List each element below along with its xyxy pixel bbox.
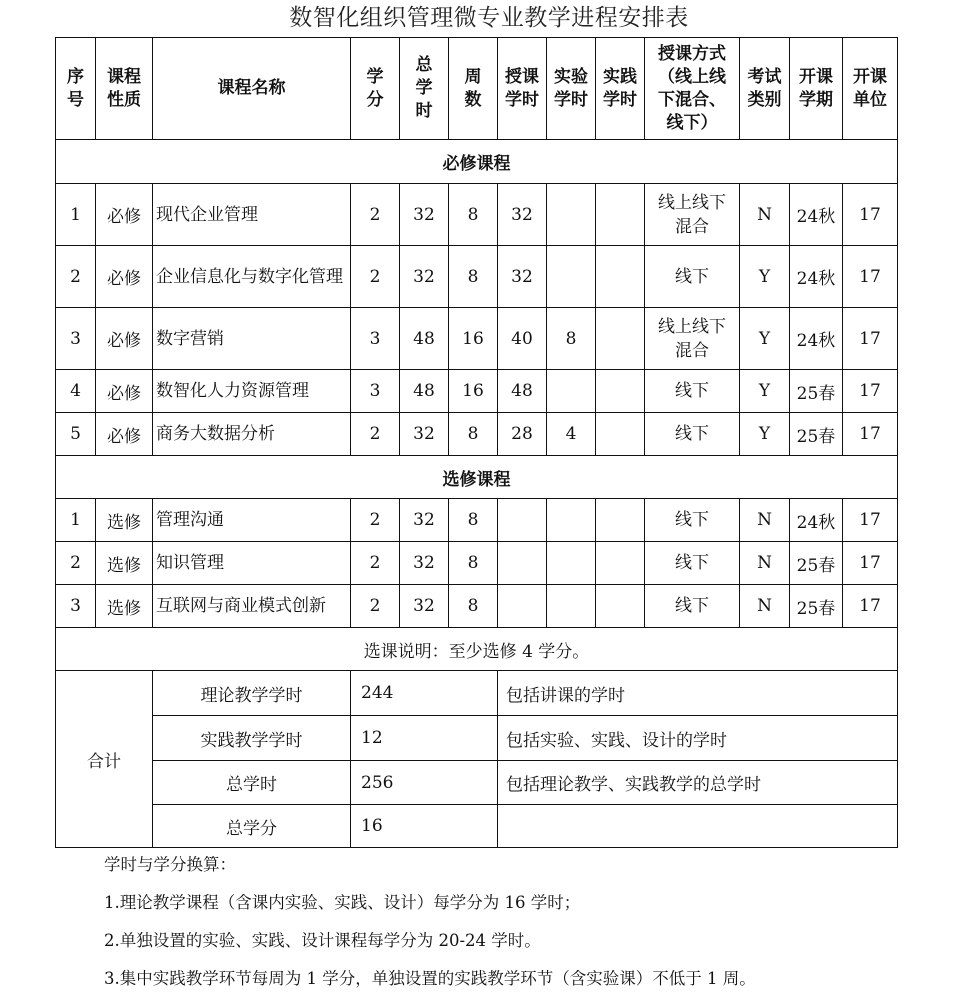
table-cell: 28 [498,413,547,456]
table-cell: 48 [400,308,449,370]
table-cell [547,585,596,628]
table-cell: 17 [843,585,898,628]
table-cell [547,370,596,413]
table-cell: Y [740,308,790,370]
table-cell: 16 [449,370,498,413]
table-cell [596,413,645,456]
table-cell: 17 [843,184,898,246]
note-item: 3.集中实践教学环节每周为 1 学分，单独设置的实践教学环节（含实验课）不低于 1 周。 [104,969,756,988]
table-cell: 32 [400,184,449,246]
table-cell: 8 [449,585,498,628]
table-cell: 8 [449,246,498,308]
summary-row [56,671,898,716]
table-cell [596,308,645,370]
table-cell: 17 [843,542,898,585]
summary-item-label: 实践教学学时 [153,716,351,761]
table-cell: 必修 [96,246,153,308]
table-cell: 2 [351,499,400,542]
table-cell: 17 [843,413,898,456]
table-cell: 互联网与商业模式创新 [153,585,351,628]
column-header: 开课 学期 [790,38,843,140]
table-cell: 32 [498,184,547,246]
table-cell: 必修 [96,370,153,413]
table-cell [596,370,645,413]
table-cell: 32 [498,246,547,308]
summary-item-desc: 包括实验、实践、设计的学时 [498,716,898,761]
table-row [56,184,898,246]
table-cell: 17 [843,246,898,308]
table-cell [547,184,596,246]
section-title-required: 必修课程 [56,140,898,184]
summary-item-desc [498,805,898,848]
column-header: 序 号 [56,38,96,140]
table-cell [547,499,596,542]
summary-label: 合计 [56,671,153,848]
table-cell: N [740,499,790,542]
table-cell: 16 [449,308,498,370]
table-row [56,308,898,370]
elective-note-row [56,628,898,671]
table-cell: 2 [351,542,400,585]
table-cell: 必修 [96,413,153,456]
table-cell: 线下 [645,246,740,308]
table-cell [596,585,645,628]
summary-item-value: 256 [351,761,498,805]
summary-item-label: 理论教学学时 [153,671,351,716]
table-cell: 线下 [645,542,740,585]
table-cell: Y [740,246,790,308]
table-cell: 必修 [96,184,153,246]
table-cell: 现代企业管理 [153,184,351,246]
table-cell: 48 [400,370,449,413]
table-cell: 线下 [645,585,740,628]
table-cell: 32 [400,413,449,456]
column-header: 周 数 [449,38,498,140]
summary-item-label: 总学分 [153,805,351,848]
table-cell: 2 [56,542,96,585]
table-cell: 数字营销 [153,308,351,370]
summary-row [56,761,898,805]
page-title: 数智化组织管理微专业教学进程安排表 [289,5,689,31]
table-cell: 管理沟通 [153,499,351,542]
table-cell [596,246,645,308]
table-cell: 商务大数据分析 [153,413,351,456]
table-cell: 24秋 [790,308,843,370]
table-row [56,370,898,413]
table-cell: 1 [56,184,96,246]
table-cell: N [740,585,790,628]
summary-item-desc: 包括讲课的学时 [498,671,898,716]
column-header: 授课 学时 [498,38,547,140]
table-cell: 32 [400,499,449,542]
table-cell: 线下 [645,370,740,413]
table-cell: 17 [843,499,898,542]
table-cell: 32 [400,246,449,308]
table-cell: 2 [351,413,400,456]
summary-item-label: 总学时 [153,761,351,805]
column-header: 课程 性质 [96,38,153,140]
table-cell: 32 [400,542,449,585]
table-cell [596,184,645,246]
note-item: 1.理论教学课程（含课内实验、实践、设计）每学分为 16 学时； [104,893,581,912]
table-cell: 8 [449,413,498,456]
table-cell: 25春 [790,370,843,413]
table-cell: N [740,184,790,246]
table-cell: 25春 [790,413,843,456]
table-cell: 40 [498,308,547,370]
table-cell [498,542,547,585]
table-cell: 2 [351,184,400,246]
table-row [56,542,898,585]
table-cell: 线上线下 混合 [645,308,740,370]
table-cell: Y [740,413,790,456]
table-cell: 必修 [96,308,153,370]
table-cell: 48 [498,370,547,413]
table-cell: 3 [351,370,400,413]
table-cell [498,585,547,628]
table-cell [547,542,596,585]
note-item: 2.单独设置的实验、实践、设计课程每学分为 20-24 学时。 [104,931,541,950]
elective-note: 选课说明：至少选修 4 学分。 [56,628,898,671]
table-cell [498,499,547,542]
section-row-elective [56,456,898,499]
table-cell: 8 [449,499,498,542]
section-title-elective: 选修课程 [56,456,898,499]
table-cell: 线上线下 混合 [645,184,740,246]
summary-row [56,805,898,848]
table-cell: 4 [56,370,96,413]
table-cell: 3 [351,308,400,370]
table-cell: 知识管理 [153,542,351,585]
table-cell: 企业信息化与数字化管理 [153,246,351,308]
table-cell: 2 [351,246,400,308]
table-cell: 线下 [645,499,740,542]
table-cell: 2 [351,585,400,628]
section-row-required [56,140,898,184]
table-cell: 3 [56,308,96,370]
table-cell: 选修 [96,499,153,542]
summary-item-value: 16 [351,805,498,848]
table-cell: 8 [449,542,498,585]
column-header: 实验 学时 [547,38,596,140]
table-cell: N [740,542,790,585]
table-cell: Y [740,370,790,413]
table-cell: 24秋 [790,184,843,246]
column-header: 考试 类别 [740,38,790,140]
table-cell: 32 [400,585,449,628]
column-header: 开课 单位 [843,38,898,140]
table-cell: 3 [56,585,96,628]
column-header: 总 学 时 [400,38,449,140]
summary-item-desc: 包括理论教学、实践教学的总学时 [498,761,898,805]
summary-item-value: 244 [351,671,498,716]
column-header: 学 分 [351,38,400,140]
table-row [56,246,898,308]
conversion-notes [104,846,964,998]
column-header: 课程名称 [153,38,351,140]
schedule-table [55,37,898,848]
table-cell: 线下 [645,413,740,456]
table-header-row [56,38,898,140]
table-cell: 17 [843,370,898,413]
table-cell: 选修 [96,585,153,628]
table-cell: 选修 [96,542,153,585]
table-cell [547,246,596,308]
table-cell: 数智化人力资源管理 [153,370,351,413]
table-cell [596,542,645,585]
table-row [56,499,898,542]
table-row [56,413,898,456]
table-cell: 1 [56,499,96,542]
table-row [56,585,898,628]
column-header: 授课方式 （线上线 下混合、 线下） [645,38,740,140]
summary-row [56,716,898,761]
summary-item-value: 12 [351,716,498,761]
table-cell: 25春 [790,542,843,585]
table-cell: 4 [547,413,596,456]
table-cell: 25春 [790,585,843,628]
table-cell: 24秋 [790,246,843,308]
table-cell: 5 [56,413,96,456]
table-cell: 8 [449,184,498,246]
column-header: 实践 学时 [596,38,645,140]
table-cell [596,499,645,542]
notes-heading: 学时与学分换算： [104,855,236,874]
table-cell: 17 [843,308,898,370]
table-cell: 24秋 [790,499,843,542]
table-cell: 2 [56,246,96,308]
table-cell: 8 [547,308,596,370]
